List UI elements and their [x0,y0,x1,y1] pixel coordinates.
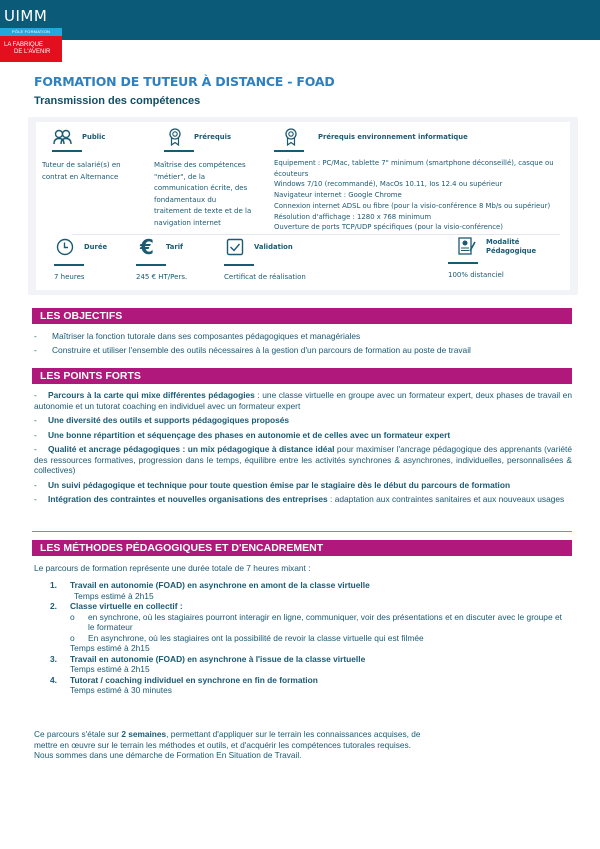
step-1: 1. Travail en autonomie (FOAD) en asynchrone en amont de la classe virtuelle Temps estimé à 2h15 [50,580,370,601]
methodes-steps [50,580,570,696]
step-2: 2. Classe virtuelle en collectif : o en synchrone, où les stagiaires pourront interagir en ligne, communiquer, voir des présentations et en discuter avec le groupe et le formateur o En asynchrone, où les stagiaires ont la possibilité de revoir la classe virtuelle qui est filmée Temps estimé à 2h15 [50,601,570,654]
prerequis-label: Prérequis [194,133,231,141]
public-rule [52,150,82,152]
prerequis-info-label: Prérequis environnement informatique [318,133,468,141]
step-4: 4. Tutorat / coaching individuel en synchrone en fin de formation Temps estimé à 30 minutes [50,674,318,695]
uimm-logo [0,0,62,62]
info-card [28,117,578,295]
award-ribbon-icon [280,127,302,147]
info-prerequis [154,126,279,229]
info-public [42,126,152,183]
header-band [0,0,600,40]
info-validation [224,236,374,284]
duree-rule [54,264,84,266]
objectifs-banner: LES OBJECTIFS [32,308,572,324]
prerequis-text: Maîtrise des compétences "métier", de la communication écrite, des fondamentaux du traitement de texte et de la navigation internet [154,161,252,227]
list-item: - Une diversité des outils et supports pédagogiques proposés [34,415,290,425]
objectifs-list [34,331,574,355]
list-item: - Une bonne répartition et séquençage des phases en autonomie et de celles avec un formateur expert [34,429,451,440]
public-text: Tuteur de salarié(s) en contrat en Alternance [42,161,121,181]
clock-icon [54,237,76,257]
step-2-sub-1: o en synchrone, où les stagiaires pourront interagir en ligne, communiquer, voir des présentations et en discuter avec le groupe et le formateur [70,611,562,632]
page-title: FORMATION DE TUTEUR À DISTANCE - FOAD [34,74,335,89]
tarif-value: 245 € HT/Pers. [136,273,188,281]
people-icon [52,127,74,147]
logo-tagline-line1: LA FABRIQUE [4,42,44,48]
list-item: - Construire et utiliser l'ensemble des outils nécessaires à la gestion d'un parcours de formation au poste de travail [34,344,471,355]
section-divider [32,531,572,532]
list-item: - Un suivi pédagogique et technique pour toute question émise par le stagiaire dès le début du parcours de formation [34,479,511,490]
duree-value: 7 heures [54,273,85,281]
list-item: - Intégration des contraintes et nouvelles organisations des entreprises : adaptation aux contraintes sanitaires et aux nouveaux usages [34,494,565,504]
modalite-value: 100% distanciel [448,271,504,279]
prerequis-info-text: Equipement : PC/Mac, tablette 7" minimum (smartphone déconseillé), casque ou écouteurs Windows 7/10 (recommandé), MacOs 10.11, Ios 12.4 ou supérieur Navigateur internet : Google Chrome Connexion internet ADSL ou fibre (pour la visio-conférence 8 Mb/s ou supérieur) Résolution d'affichage : 1280 x 768 minimum Ouverture de ports TCP/UDP spécifiques (pour la visio-conférence) [274,159,554,232]
list-item: - Qualité et ancrage pédagogiques : un mix pédagogique à distance idéal pour maximiser l'ancrage pédagogique des apprenants (variété des ressources formatives, progression dans le temps, équilibre entre les activités synchrones & asynchrones, individuelles, personnalisées & collectives) [34,444,572,475]
award-ribbon-icon [164,127,186,147]
methodes-outro: Ce parcours s'étale sur 2 semaines, permettant d'appliquer sur le terrain les connaissances acquises, de mettre en œuvre sur le terrain les méthodes et outils, et d'acquérir les compétences tutorales requises. Nous sommes dans une démarche de Formation En Situation de Travail. [34,729,421,760]
step-2-sub-2: o En asynchrone, où les stagiaires ont la possibilité de revoir la classe virtuelle qui est filmée [70,632,424,643]
validation-value: Certificat de réalisation [224,273,306,281]
validation-rule [224,264,254,266]
list-item: - Parcours à la carte qui mixe différentes pédagogies : une classe virtuelle en groupe avec un formateur expert, deux phases de travail en autonomie et un tutorat coaching en individuel avec un formateur expert [34,390,573,411]
points-forts-list [34,390,572,505]
prerequis-info-rule [274,150,304,152]
info-modalite [448,234,568,282]
tarif-rule [136,264,166,266]
logo-tagline-line2: DE L'AVENIR [14,49,51,55]
logo-tagline [0,36,62,62]
info-tarif [136,236,236,284]
public-label: Public [82,133,106,141]
certificate-icon [456,237,478,257]
list-item: - Maîtriser la fonction tutorale dans ses composantes pédagogiques et managériales [34,331,361,341]
step-3: 3. Travail en autonomie (FOAD) en asynchrone à l'issue de la classe virtuelle Temps estimé à 2h15 [50,653,366,674]
modalite-label: Modalité Pédagogique [486,238,537,255]
modalite-rule [448,262,478,264]
euro-icon: € [140,235,154,259]
validation-label: Validation [254,243,293,251]
logo-brand: UIMM [0,0,62,28]
info-prerequis-informatique [274,126,574,233]
page-subtitle: Transmission des compétences [34,95,201,107]
info-duree [54,236,144,284]
points-forts-banner: LES POINTS FORTS [32,368,572,384]
prerequis-rule [164,150,194,152]
methodes-banner: LES MÉTHODES PÉDAGOGIQUES ET D'ENCADREMENT [32,540,572,556]
duree-label: Durée [84,243,108,251]
info-card-inner [36,122,570,290]
checkbox-icon [224,237,246,257]
tarif-label: Tarif [166,243,183,251]
methodes-intro: Le parcours de formation représente une durée totale de 7 heures mixant : [34,563,311,573]
logo-pole: PÔLE FORMATION [0,28,62,36]
